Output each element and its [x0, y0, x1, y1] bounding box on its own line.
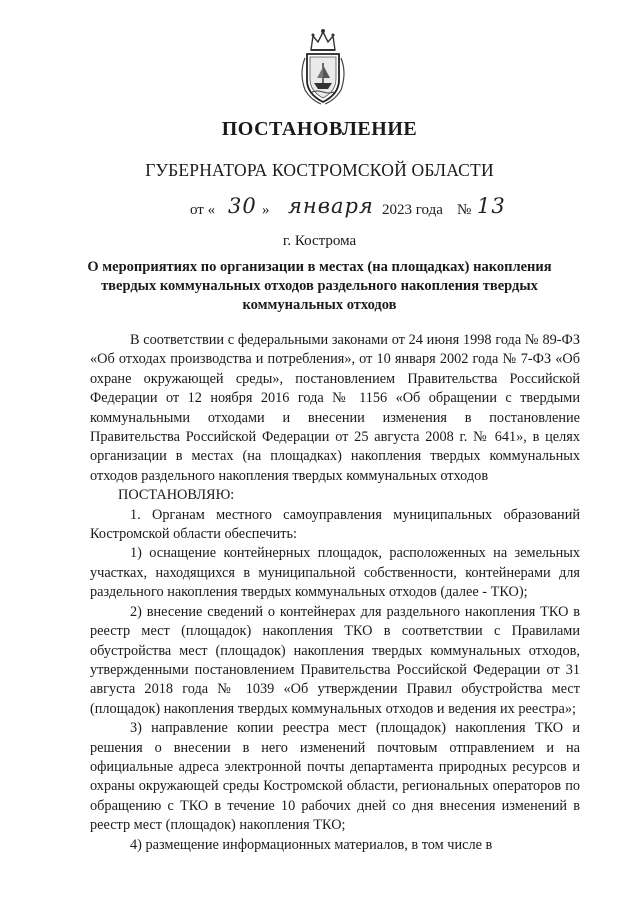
date-prefix: от « — [190, 202, 216, 218]
coat-of-arms-icon — [297, 28, 349, 106]
date-day: 30 — [228, 194, 257, 218]
subitem-1-paragraph: 1) оснащение контейнерных площадок, расположенных на земельных участках, находящихся в муниципальной собственности, контейнерами для раздельного накопления твердых коммунальных отходов (далее - ТКО); — [90, 545, 580, 601]
item-1-paragraph: 1. Органам местного самоуправления муниципальных образований Костромской области обеспечить: — [90, 506, 580, 543]
subitem-2-paragraph: 2) внесение сведений о контейнерах для раздельного накопления ТКО в реестр мест (площадок) накопления ТКО в соответствии с Правилами обустройства мест (площадок) накопления твердых коммунальных отходов, утвержденными постановлением Правительства Российской Федерации от 31 августа 2018 года № 1039 «Об утверждении Правил обустройства мест (площадок) накопления твердых коммунальных отходов и ведения их реестра»; — [90, 603, 580, 717]
document-title: ПОСТАНОВЛЕНИЕ — [221, 118, 418, 140]
document-body — [90, 331, 580, 855]
date-day-close: » — [262, 202, 270, 218]
subitem-3-paragraph: 3) направление копии реестра мест (площадок) накопления ТКО и решения о внесении в него изменений почтовым отправлением и на официальные адреса электронной почты департамента природных ресурсов и охраны окружающей среды Костромской области, региональных операторов по обращению с ТКО в течение 10 рабочих дней со дня внесения изменений в реестр мест (площадок) накопления ТКО; — [90, 720, 580, 834]
decree-word: ПОСТАНОВЛЯЮ: — [118, 487, 235, 504]
document-date-line — [0, 196, 639, 226]
date-month: января — [288, 194, 374, 218]
document-city: г. Кострома — [282, 233, 357, 249]
date-year: 2023 года — [382, 202, 443, 218]
document-issuer: ГУБЕРНАТОРА КОСТРОМСКОЙ ОБЛАСТИ — [145, 160, 494, 180]
number-sign: № — [457, 202, 472, 218]
document-heading: О мероприятиях по организации в местах (на площадках) накопления твердых коммунальных отходов раздельного накопления твердых коммунальных отходов — [87, 259, 552, 313]
subitem-4-paragraph: 4) размещение информационных материалов, в том числе в — [130, 836, 493, 853]
document-number: 13 — [477, 194, 506, 218]
preamble-paragraph: В соответствии с федеральными законами от 24 июня 1998 года № 89-ФЗ «Об отходах производства и потребления», от 10 января 2002 года № 7-ФЗ «Об охране окружающей среды», постановлением Правительства Российской Федерации от 12 ноября 2016 года № 1156 «Об обращении с твердыми коммунальными отходами и внесении изменения в постановление Правительства Российской Федерации от 25 августа 2008 г. № 641», в целях организации в местах (на площадках) накопления твердых коммунальных отходов раздельного накопления твердых коммунальных отходов — [90, 332, 580, 484]
